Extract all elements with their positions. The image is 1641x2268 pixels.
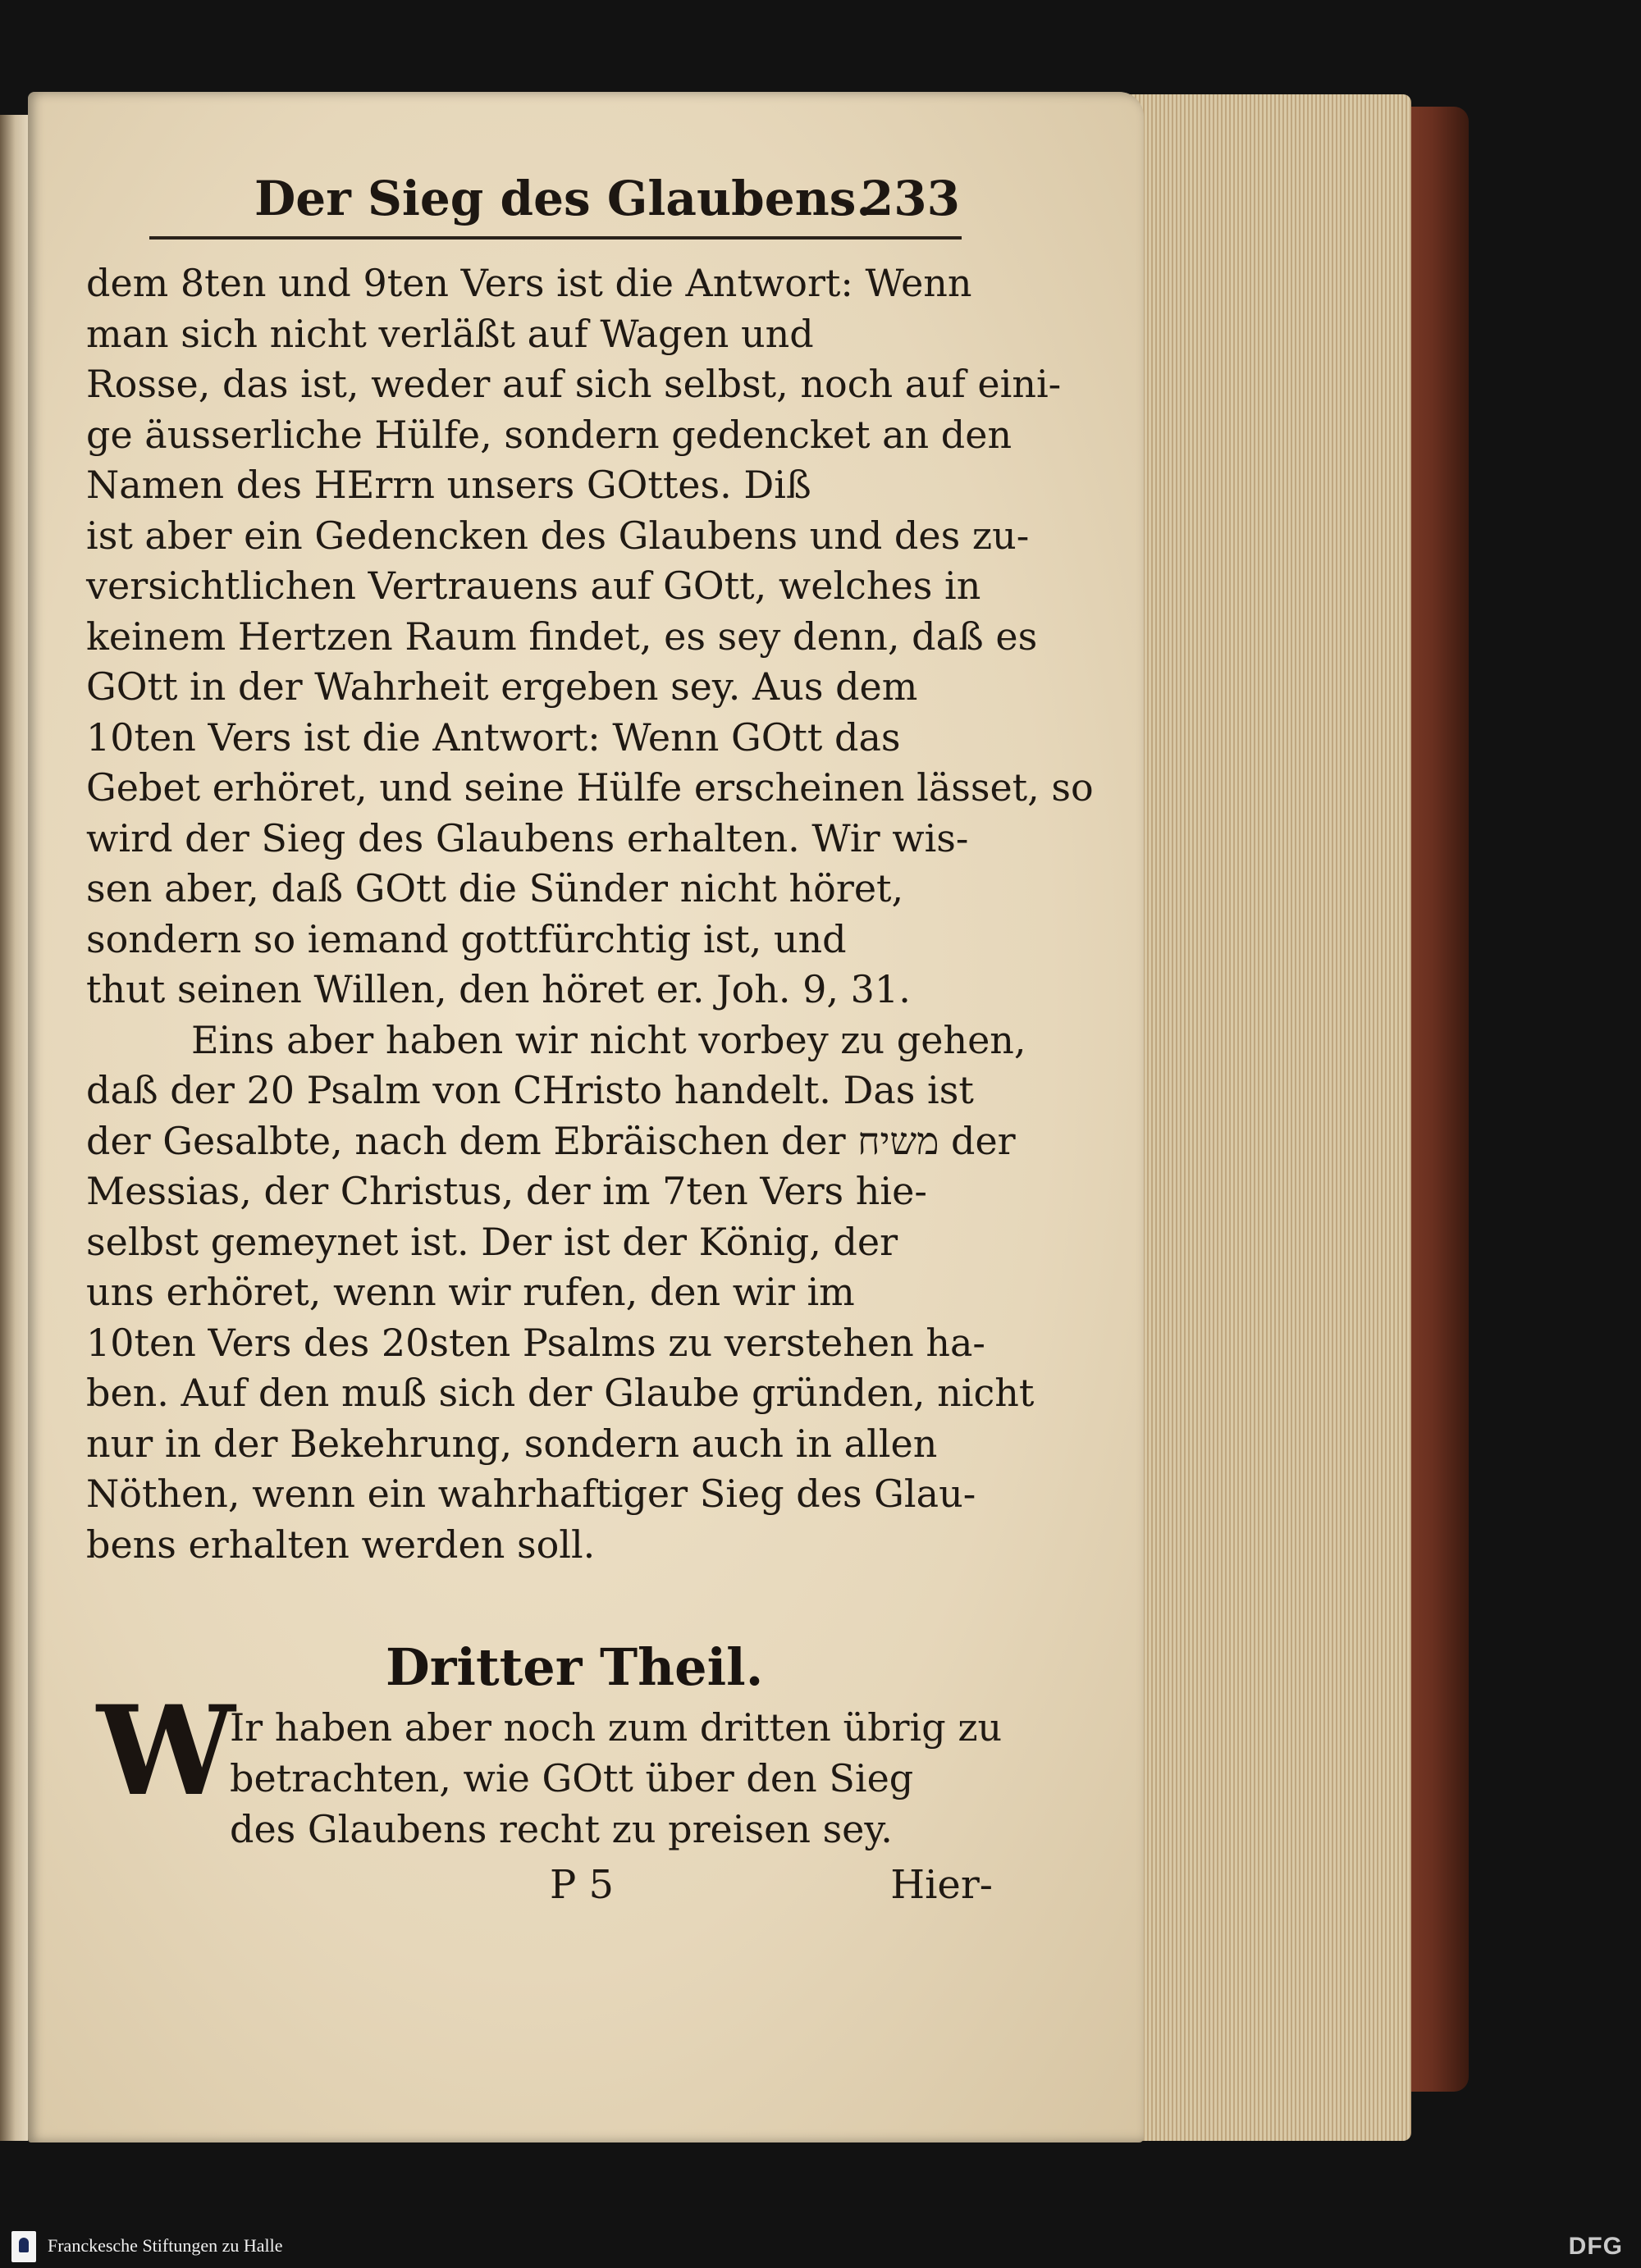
text-line: daß der 20 Psalm von CHristo handelt. Das ist [86,1068,974,1112]
text-line: Gebet erhöret, und seine Hülfe erscheinen lässet, so [86,765,1094,810]
text-line: der Gesalbte, nach dem Ebräischen der משיח der [86,1118,1016,1163]
text-line: dem 8ten und 9ten Vers ist die Antwort: Wenn [86,261,972,305]
text-line: sen aber, daß GOtt die Sünder nicht höret, [86,866,904,910]
text-line: Rosse, das ist, weder auf sich selbst, noch auf eini- [86,362,1062,406]
body-text [86,258,1094,1570]
page-header [222,171,960,236]
institution-name: Franckesche Stiftungen zu Halle [48,2235,283,2256]
text-line: versichtlichen Vertrauens auf GOtt, welches in [86,564,981,608]
text-line: bens erhalten werden soll. [86,1522,596,1567]
text-line: Nöthen, wenn ein wahrhaftiger Sieg des Glau- [86,1472,976,1516]
running-title: Der Sieg des Glaubens. [254,171,873,226]
text-line: ben. Auf den muß sich der Glaube gründen, nicht [86,1371,1035,1415]
text-line: Messias, der Christus, der im 7ten Vers hie- [86,1169,927,1213]
text-line: man sich nicht verläßt auf Wagen und [86,311,814,356]
page-number: 233 [860,171,960,226]
text-line: Namen des HErrn unsers GOttes. Diß [86,463,811,507]
text-line: thut seinen Willen, den höret er. Joh. 9, 31. [86,967,911,1011]
text-line: ist aber ein Gedencken des Glaubens und des zu- [86,513,1030,558]
text-line: uns erhöret, wenn wir rufen, den wir im [86,1270,855,1314]
text-line: des Glaubens recht zu preisen sey. [230,1807,893,1851]
section-heading: Dritter Theil. [386,1637,764,1697]
catchword: Hier- [890,1862,993,1908]
viewer-footer-bar [0,2225,1641,2268]
text-line: GOtt in der Wahrheit ergeben sey. Aus dem [86,664,918,709]
header-rule [149,236,962,240]
text-line: Ir haben aber noch zum dritten übrig zu [230,1705,1003,1750]
text-line: wird der Sieg des Glaubens erhalten. Wir wis- [86,815,969,860]
text-line: keinem Hertzen Raum findet, es sey denn, daß es [86,614,1038,659]
signature-mark: P 5 [550,1862,615,1908]
page-stack [1099,94,1411,2141]
left-page-edge [0,115,28,2141]
text-line: nur in der Bekehrung, sondern auch in allen [86,1421,938,1466]
section-text [230,1702,1009,1855]
dfg-logo: DFG [1568,2233,1623,2260]
text-line: sondern so iemand gottfürchtig ist, und [86,916,847,961]
text-line: betrachten, wie GOtt über den Sieg [230,1756,914,1800]
text-line: Eins aber haben wir nicht vorbey zu gehen, [191,1017,1026,1062]
text-line: selbst gemeynet ist. Der ist der König, der [86,1219,898,1264]
text-line: 10ten Vers des 20sten Psalms zu verstehen ha- [86,1320,985,1365]
text-line: 10ten Vers ist die Antwort: Wenn GOtt das [86,714,901,760]
drop-cap: W [97,1679,235,1823]
text-line: ge äusserliche Hülfe, sondern gedencket an den [86,412,1012,457]
page-footer [550,1862,993,1919]
institution-logo-icon [11,2231,36,2262]
